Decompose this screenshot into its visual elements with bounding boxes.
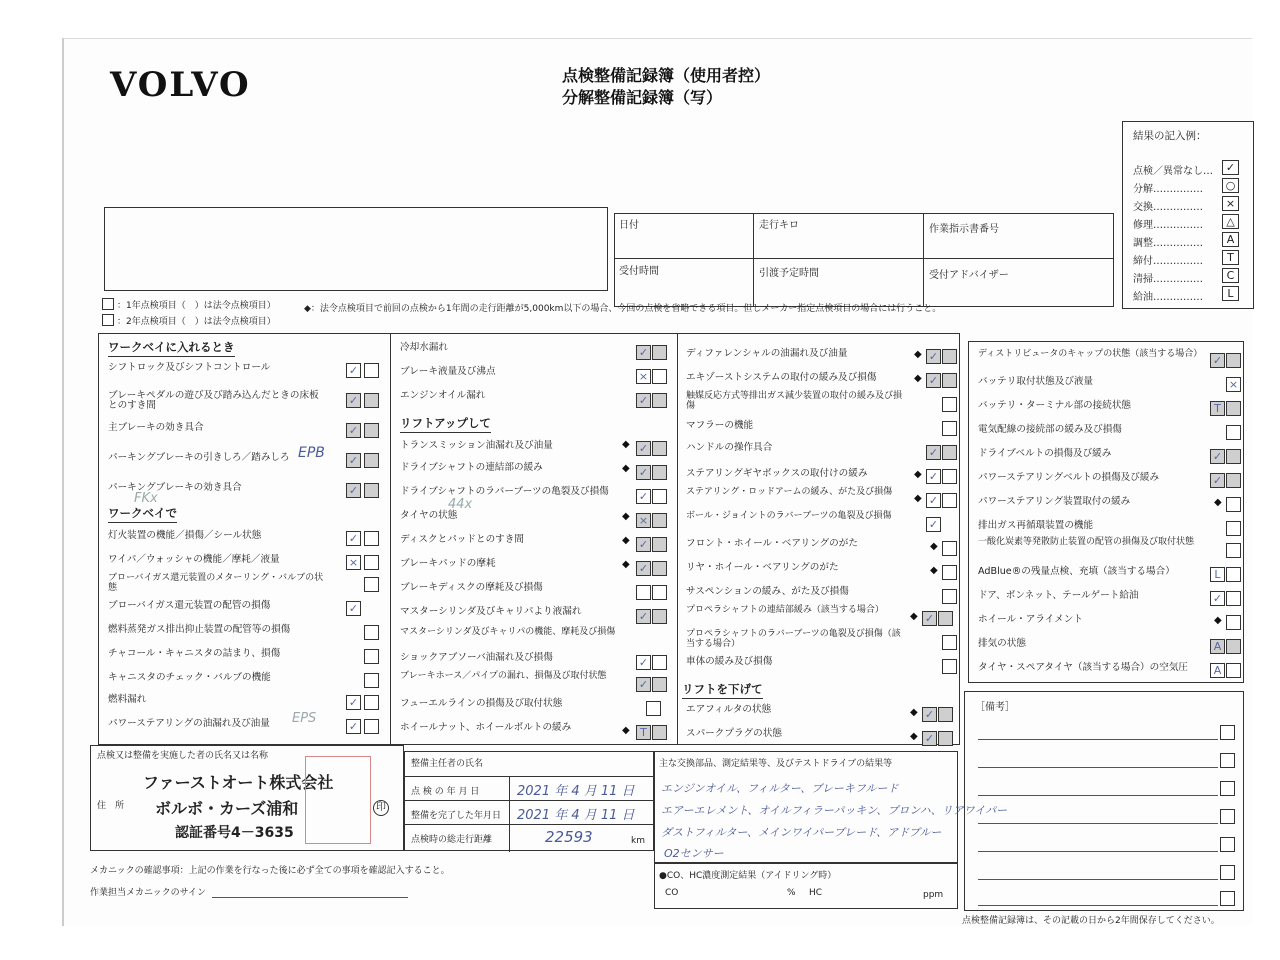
title-line-1: 点検整備記録簿（使用者控） xyxy=(562,66,771,85)
section-liftdown: リフトを下げて xyxy=(682,681,763,699)
check-c4-2a[interactable]: T xyxy=(1210,401,1225,416)
check-c1-0b[interactable] xyxy=(364,363,379,378)
legend-tighten-label: 締付…………… xyxy=(1133,256,1203,267)
legend-adjust-label: 調整…………… xyxy=(1133,238,1203,249)
received-time-label: 受付時間 xyxy=(619,266,659,277)
diamond-icon: ◆ xyxy=(914,469,922,480)
legend-replace-label: 交換…………… xyxy=(1133,202,1203,213)
item-c3-1: エキゾーストシステムの取付の緩み及び損傷 xyxy=(686,372,877,383)
check-c3-12[interactable] xyxy=(942,635,957,650)
item-c1-6: ワイパ／ウォッシャの機能／摩耗／液量 xyxy=(108,554,280,565)
seal-mark: 印 xyxy=(373,800,389,816)
manager-box xyxy=(404,751,654,851)
check-c1-12b[interactable] xyxy=(364,695,379,710)
check-c2-6a[interactable]: × xyxy=(636,513,651,528)
work-info-box xyxy=(614,213,1114,307)
item-c3-9: リヤ・ホイール・ベアリングのがた xyxy=(686,562,839,573)
complete-date-label: 整備を完了した年月日 xyxy=(411,811,502,821)
check-c3-5a[interactable]: ✓ xyxy=(926,469,941,484)
legend-disassembly-label: 分解…………… xyxy=(1133,184,1203,195)
diamond-icon: ◆ xyxy=(914,493,922,504)
item-c2-7: ディスクとパッドとのすき間 xyxy=(400,534,524,545)
check-c3-4b[interactable] xyxy=(942,445,957,460)
check-c2-15a[interactable]: T xyxy=(636,725,651,740)
check-c3-1a[interactable]: ✓ xyxy=(926,373,941,388)
item-c4-3: 電気配線の接続部の緩み及び損傷 xyxy=(978,424,1122,435)
remarks-check-1[interactable] xyxy=(1220,725,1235,740)
check-c2-4b[interactable] xyxy=(652,465,667,480)
check-c2-6b[interactable] xyxy=(652,513,667,528)
item-c3-0: ディファレンシャルの油漏れ及び油量 xyxy=(686,348,848,359)
km-unit: km xyxy=(631,836,645,846)
biennial-item-box xyxy=(102,314,114,326)
check-c2-3a[interactable]: ✓ xyxy=(636,441,651,456)
check-c1-7[interactable] xyxy=(364,577,379,592)
legend-lube-symbol: L xyxy=(1222,286,1239,301)
check-c2-10a[interactable]: ✓ xyxy=(636,609,651,624)
o2-sensor-note: O2センサー xyxy=(664,847,724,860)
item-c3-4: ハンドルの操作具合 xyxy=(686,442,773,453)
check-c4-0b[interactable] xyxy=(1226,353,1241,368)
check-c1-3a[interactable]: ✓ xyxy=(346,453,361,468)
check-c4-4b[interactable] xyxy=(1226,449,1241,464)
item-c1-11: キャニスタのチェック・バルブの機能 xyxy=(108,672,271,683)
item-c3-14: エアフィルタの状態 xyxy=(686,704,772,715)
check-c2-1b[interactable] xyxy=(652,369,667,384)
address-label: 住 所 xyxy=(97,801,125,811)
check-c3-13[interactable] xyxy=(942,659,957,674)
result-legend xyxy=(1122,121,1254,309)
check-c3-14a[interactable]: ✓ xyxy=(922,707,937,722)
remarks-check-7[interactable] xyxy=(1220,891,1235,906)
co-label: CO xyxy=(665,888,679,898)
check-c1-2b[interactable] xyxy=(364,423,379,438)
check-c2-10b[interactable] xyxy=(652,609,667,624)
handwriting-fkx: FKx xyxy=(134,491,158,506)
item-c4-7: 排出ガス再循環装置の機能 xyxy=(978,520,1094,531)
check-c4-11[interactable] xyxy=(1226,615,1241,630)
item-c1-5: 灯火装置の機能／損傷／シール状態 xyxy=(108,530,262,541)
item-c4-9: AdBlue®の残量点検、充填（該当する場合） xyxy=(978,566,1175,577)
item-c3-5: ステアリングギヤボックスの取付けの緩み xyxy=(686,468,868,479)
inspector-label: 点検又は整備を実施した者の氏名又は名称 xyxy=(97,751,269,761)
diamond-icon: ◆ xyxy=(622,725,630,736)
legend-repair-symbol: △ xyxy=(1222,214,1239,229)
date-label: 日付 xyxy=(619,220,639,231)
check-c3-3[interactable] xyxy=(942,421,957,436)
diamond-icon: ◆ xyxy=(622,511,630,522)
check-c2-3b[interactable] xyxy=(652,441,667,456)
parts-line-3: ダストフィルター、メインワイパーブレード、アドブルー xyxy=(661,826,942,839)
percent-label: % xyxy=(787,888,796,898)
check-c4-5a[interactable]: ✓ xyxy=(1210,473,1225,488)
diamond-icon: ◆ xyxy=(622,463,630,474)
check-c2-14[interactable] xyxy=(646,701,661,716)
check-c1-5b[interactable] xyxy=(364,531,379,546)
diamond-icon: ◆ xyxy=(1214,615,1222,626)
inspect-date-value: 2021 年 4 月 11 日 xyxy=(517,784,635,799)
check-c4-4a[interactable]: ✓ xyxy=(1210,449,1225,464)
check-c1-9[interactable] xyxy=(364,625,379,640)
parts-label: 主な交換部品、測定結果等、及びテストドライブの結果等 xyxy=(659,759,893,769)
mechanic-confirm-text: メカニックの確認事項：上記の作業を行なった後に必ず全ての事項を確認記入すること。 xyxy=(90,866,450,876)
item-c4-6: パワーステアリング装置取付の緩み xyxy=(978,496,1131,507)
item-c4-11: ホイール・アライメント xyxy=(978,614,1083,625)
check-c2-7a[interactable]: ✓ xyxy=(636,537,651,552)
legend-replace-symbol: × xyxy=(1222,196,1239,211)
section-liftup: リフトアップして xyxy=(400,415,491,433)
check-c3-1b[interactable] xyxy=(942,373,957,388)
certification-number: 認証番号4－3635 xyxy=(175,825,294,841)
work-order-label: 作業指示書番号 xyxy=(929,224,999,235)
delivery-date-label: 引渡予定時間 xyxy=(759,268,819,279)
company-name: ファーストオート株式会社 xyxy=(143,773,334,792)
biennial-note: ：2年点検項目（ ）は法令点検項目） xyxy=(117,317,276,327)
check-c1-3b[interactable] xyxy=(364,453,379,468)
item-c4-12: 排気の状態 xyxy=(978,638,1026,649)
check-c3-8[interactable] xyxy=(942,541,957,556)
volvo-logo: VOLVO xyxy=(110,65,251,105)
item-c1-9: 燃料蒸発ガス排出抑止装置の配管等の損傷 xyxy=(108,624,291,635)
check-c2-4a[interactable]: ✓ xyxy=(636,465,651,480)
section-workbay-below: ワークベイで xyxy=(108,505,177,523)
complete-date-value: 2021 年 4 月 11 日 xyxy=(517,808,635,823)
item-c3-12: プロペラシャフトのラバーブーツの亀裂及び損傷（該当する場合） xyxy=(686,629,901,649)
check-c4-7[interactable] xyxy=(1226,521,1241,536)
item-c3-3: マフラーの機能 xyxy=(686,420,754,431)
annual-note: ：1年点検項目（ ）は法令点検項目） xyxy=(117,301,276,311)
check-c1-1b[interactable] xyxy=(364,393,379,408)
handwriting-epb: EPB xyxy=(298,445,325,461)
item-c2-6: タイヤの状態 xyxy=(400,510,458,521)
diamond-icon: ◆ xyxy=(622,439,630,450)
diamond-icon: ◆ xyxy=(910,731,918,742)
item-c3-7: ボール・ジョイントのラバーブーツの亀裂及び損傷 xyxy=(686,511,892,521)
emission-box xyxy=(654,863,958,909)
remarks-check-6[interactable] xyxy=(1220,865,1235,880)
check-c4-6[interactable] xyxy=(1226,497,1241,512)
mechanic-sign-label: 作業担当メカニックのサイン xyxy=(90,888,207,898)
check-c3-5b[interactable] xyxy=(942,469,957,484)
remarks-check-4[interactable] xyxy=(1220,809,1235,824)
item-c4-1: バッテリ取付状態及び液量 xyxy=(978,376,1094,387)
item-c1-13: パワーステアリングの油漏れ及び油量 xyxy=(108,718,270,729)
check-c1-13b[interactable] xyxy=(364,719,379,734)
item-c2-1: ブレーキ液量及び沸点 xyxy=(400,366,496,377)
check-c4-10b[interactable] xyxy=(1226,591,1241,606)
check-c2-5b[interactable] xyxy=(652,489,667,504)
item-c1-3: パーキングブレーキの引きしろ／踏みしろ xyxy=(108,452,290,463)
document-page xyxy=(62,38,1252,926)
item-c2-4: ドライブシャフトの連結部の緩み xyxy=(400,462,543,473)
inspect-date-label: 点 検 の 年 月 日 xyxy=(411,787,480,797)
check-c1-1a[interactable]: ✓ xyxy=(346,393,361,408)
hc-label: HC xyxy=(809,888,823,898)
parts-line-1: エンジンオイル、フィルター、ブレーキフルード xyxy=(661,782,899,795)
item-c1-1: ブレーキペダルの遊び及び踏み込んだときの床板とのすき間 xyxy=(108,390,319,411)
item-c1-2: 主ブレーキの効き具合 xyxy=(108,422,204,433)
odometer-value: 22593 xyxy=(545,828,593,846)
check-c2-0a[interactable]: ✓ xyxy=(636,345,651,360)
check-c2-12b[interactable] xyxy=(652,655,667,670)
item-c2-2: エンジンオイル漏れ xyxy=(400,390,486,401)
item-c1-10: チャコール・キャニスタの詰まり、損傷 xyxy=(108,648,281,659)
check-c1-4a[interactable]: ✓ xyxy=(346,483,361,498)
check-c2-15b[interactable] xyxy=(652,725,667,740)
check-c1-8a[interactable]: ✓ xyxy=(346,601,361,616)
check-c2-1a[interactable]: × xyxy=(636,369,651,384)
diamond-icon: ◆ xyxy=(930,565,938,576)
legend-ok-label: 点検／異常なし… xyxy=(1133,166,1213,177)
legend-clean-label: 清掃…………… xyxy=(1133,274,1203,285)
check-c1-4b[interactable] xyxy=(364,483,379,498)
check-c2-8a[interactable]: ✓ xyxy=(636,561,651,576)
diamond-icon: ◆ xyxy=(910,707,918,718)
item-c2-14: フューエルラインの損傷及び取付状態 xyxy=(400,698,563,709)
diamond-icon: ◆ xyxy=(930,541,938,552)
check-c1-12a[interactable]: ✓ xyxy=(346,695,361,710)
check-c3-7a[interactable]: ✓ xyxy=(926,517,941,532)
check-c2-12a[interactable]: ✓ xyxy=(636,655,651,670)
check-c1-5a[interactable]: ✓ xyxy=(346,531,361,546)
remarks-check-3[interactable] xyxy=(1220,781,1235,796)
item-c3-6: ステアリング・ロッドアームの緩み、がた及び損傷 xyxy=(686,487,893,497)
check-c3-9[interactable] xyxy=(942,565,957,580)
item-c3-13: 車体の緩み及び損傷 xyxy=(686,656,773,667)
remarks-title: ［備考］ xyxy=(975,702,1015,713)
item-c2-11: マスターシリンダ及びキャリパの機能、摩耗及び損傷 xyxy=(400,627,616,637)
check-c4-13a[interactable]: A xyxy=(1210,663,1225,678)
check-c1-10[interactable] xyxy=(364,649,379,664)
check-c4-2b[interactable] xyxy=(1226,401,1241,416)
diamond-icon: ◆ xyxy=(910,611,918,622)
diamond-icon: ◆ xyxy=(914,373,922,384)
check-c1-11[interactable] xyxy=(364,673,379,688)
check-c3-4a[interactable]: ✓ xyxy=(926,445,941,460)
manager-label: 整備主任者の氏名 xyxy=(411,759,484,769)
check-c4-13b[interactable] xyxy=(1226,663,1241,678)
item-c3-2: 触媒反応方式等排出ガス減少装置の取付の緩み及び損傷 xyxy=(686,391,903,411)
item-c2-15: ホイールナット、ホイールボルトの緩み xyxy=(400,722,572,733)
check-c2-7b[interactable] xyxy=(652,537,667,552)
item-c4-2: バッテリ・ターミナル部の接続状態 xyxy=(978,400,1132,411)
legend-clean-symbol: C xyxy=(1222,268,1239,283)
red-stamp xyxy=(305,756,371,844)
item-c2-12: ショックアブソーバ油漏れ及び損傷 xyxy=(400,652,553,663)
item-c1-8: ブローバイガス還元装置の配管の損傷 xyxy=(108,600,271,611)
item-c2-5: ドライブシャフトのラバーブーツの亀裂及び損傷 xyxy=(400,486,609,497)
handwriting-eps: EPS xyxy=(292,711,317,726)
check-c4-12b[interactable] xyxy=(1226,639,1241,654)
retention-note: 点検整備記録簿は、その記載の日から2年間保存してください。 xyxy=(962,916,1220,926)
check-c4-9a[interactable]: L xyxy=(1210,567,1225,582)
check-c2-9b[interactable] xyxy=(652,585,667,600)
check-c2-2a[interactable]: ✓ xyxy=(636,393,651,408)
item-c4-10: ドア、ボンネット、テールゲート給油 xyxy=(978,590,1139,601)
item-c1-0: シフトロック及びシフトコントロール xyxy=(108,362,271,373)
check-c3-11b[interactable] xyxy=(938,611,953,626)
legend-lube-label: 給油…………… xyxy=(1133,292,1203,303)
item-c4-8: 一酸化炭素等発散防止装置の配管の損傷及び取付状態 xyxy=(978,537,1195,547)
legend-repair-label: 修理…………… xyxy=(1133,220,1203,231)
check-c1-13a[interactable]: ✓ xyxy=(346,719,361,734)
check-c3-0a[interactable]: ✓ xyxy=(926,349,941,364)
item-c2-0: 冷却水漏れ xyxy=(400,342,448,353)
item-c3-11: プロペラシャフトの連結部緩み（該当する場合） xyxy=(686,605,884,615)
item-c2-10: マスターシリンダ及びキャリパより液漏れ xyxy=(400,606,582,617)
check-c3-6b[interactable] xyxy=(942,493,957,508)
parts-line-2: エアーエレメント、オイルフィラーパッキン、プロンハ、リアワイパー xyxy=(661,804,1008,817)
diamond-icon: ◆ xyxy=(622,559,630,570)
odometer-label: 点検時の総走行距離 xyxy=(411,835,493,845)
diamond-icon: ◆ xyxy=(622,535,630,546)
check-c4-1[interactable]: × xyxy=(1226,377,1241,392)
section-workbay: ワークベイに入れるとき xyxy=(108,339,235,357)
diamond-icon: ◆ xyxy=(1214,497,1222,508)
check-c3-15a[interactable]: ✓ xyxy=(922,731,937,746)
item-c1-7: ブローバイガス還元装置のメターリング・バルブの状態 xyxy=(108,573,324,593)
check-c3-6a[interactable]: ✓ xyxy=(926,493,941,508)
mileage-label: 走行キロ xyxy=(759,220,799,231)
item-c1-4: パーキングブレーキの効き具合 xyxy=(108,482,242,493)
item-c3-8: フロント・ホイール・ベアリングのがた xyxy=(686,538,858,549)
item-c1-12: 燃料漏れ xyxy=(108,694,147,705)
legend-disassembly-symbol: ○ xyxy=(1222,178,1239,193)
item-c3-15: スパークプラグの状態 xyxy=(686,728,782,739)
legend-title: 結果の記入例： xyxy=(1133,130,1207,142)
check-c2-13b[interactable] xyxy=(652,677,667,692)
remarks-check-5[interactable] xyxy=(1220,837,1235,852)
check-c1-6b[interactable] xyxy=(364,555,379,570)
check-c4-3[interactable] xyxy=(1226,425,1241,440)
check-c2-8b[interactable] xyxy=(652,561,667,576)
annual-item-box xyxy=(102,298,114,310)
check-c3-0b[interactable] xyxy=(942,349,957,364)
legend-ok-symbol: ✓ xyxy=(1222,160,1239,175)
check-c2-2b[interactable] xyxy=(652,393,667,408)
ppm-label: ppm xyxy=(923,890,944,900)
check-c3-11a[interactable]: ✓ xyxy=(922,611,937,626)
check-c2-13a[interactable]: ✓ xyxy=(636,677,651,692)
diamond-note: ◆：法令点検項目で前回の点検から1年間の走行距離が5,000km以下の場合、今回の点検を省略できる項目。但しメーカー指定点検項目の場合には行うこと。 xyxy=(304,304,942,314)
check-c3-2[interactable] xyxy=(942,397,957,412)
item-c2-9: ブレーキディスクの摩耗及び損傷 xyxy=(400,582,543,593)
item-c4-13: タイヤ・スペアタイヤ（該当する場合）の空気圧 xyxy=(978,662,1189,673)
check-c1-2a[interactable]: ✓ xyxy=(346,423,361,438)
check-c1-0a[interactable]: ✓ xyxy=(346,363,361,378)
check-c4-10a[interactable]: ✓ xyxy=(1210,591,1225,606)
check-c2-9a[interactable] xyxy=(636,585,651,600)
remarks-check-2[interactable] xyxy=(1220,753,1235,768)
inspector-box xyxy=(90,745,404,851)
item-c4-0: ディストリビュータのキャップの状態（該当する場合） xyxy=(978,349,1203,359)
item-c4-4: ドライブベルトの損傷及び緩み xyxy=(978,448,1112,459)
legend-adjust-symbol: A xyxy=(1222,232,1239,247)
advisor-label: 受付アドバイザー xyxy=(929,270,1009,281)
item-c2-8: ブレーキパッドの摩耗 xyxy=(400,558,496,569)
handwriting-44x: 44x xyxy=(448,497,473,512)
check-c2-5a[interactable]: ✓ xyxy=(636,489,651,504)
column4-frame xyxy=(968,341,1244,683)
legend-tighten-symbol: T xyxy=(1222,250,1239,265)
title-line-2: 分解整備記録簿（写） xyxy=(562,88,723,107)
item-c4-5: パワーステアリングベルトの損傷及び緩み xyxy=(978,472,1160,483)
item-c2-13: ブレーキホース／パイプの漏れ、損傷及び取付状態 xyxy=(400,671,607,681)
item-c2-3: トランスミッション油漏れ及び油量 xyxy=(400,440,553,451)
check-c4-12a[interactable]: A xyxy=(1210,639,1225,654)
check-c2-0b[interactable] xyxy=(652,345,667,360)
check-c4-8[interactable] xyxy=(1226,543,1241,558)
emission-label: ●CO、HC濃度測定結果（アイドリング時） xyxy=(659,871,837,881)
customer-info-box xyxy=(104,207,608,291)
check-c3-10[interactable] xyxy=(942,589,957,604)
check-c3-14b[interactable] xyxy=(938,707,953,722)
remarks-box xyxy=(964,691,1244,911)
check-c4-9b[interactable] xyxy=(1226,567,1241,582)
diamond-icon: ◆ xyxy=(914,349,922,360)
check-c3-15b[interactable] xyxy=(938,731,953,746)
item-c3-10: サスペンションの緩み、がた及び損傷 xyxy=(686,586,849,597)
check-c1-6a[interactable]: × xyxy=(346,555,361,570)
branch-name: ボルボ・カーズ浦和 xyxy=(155,799,299,818)
check-c4-5b[interactable] xyxy=(1226,473,1241,488)
check-c4-0a[interactable]: ✓ xyxy=(1210,353,1225,368)
